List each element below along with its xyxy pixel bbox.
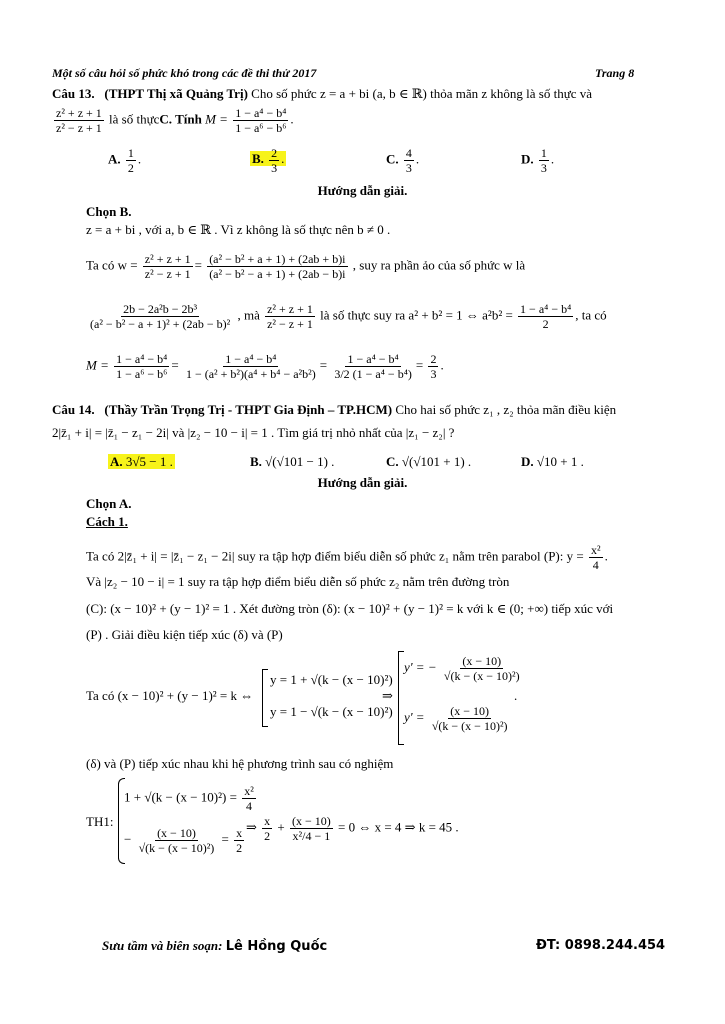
q14-derivative-1: y' = − $\frac{(x - 10)}{\text{√(k − (x − 10)²)}}$ <box>404 654 520 683</box>
q14-intro: Cho hai số phức z₁ , z₂ thỏa mãn điều kiện <box>395 402 617 417</box>
q13-m-lhs: M = <box>205 111 228 127</box>
q13-option-d: D. $\frac{1}{3}$ . <box>521 146 555 175</box>
q13-option-b: B. $\frac{2}{3}$ . <box>252 146 285 175</box>
q13-fraction: $\frac{\text{z² + z + 1}}{\text{z² − z + 1}}$ <box>56 106 102 135</box>
q14-line5-row1: y = 1 + √(k − (x − 10)²) <box>270 672 393 687</box>
q14-line6: (δ) và (P) tiếp xúc nhau khi hệ phương trình sau có nghiệm <box>86 756 394 771</box>
header-title: Một số câu hỏi số phức khó trong các đề thi thử 2017 <box>52 66 317 80</box>
q14-line2: Và |z₂ − 10 − i| = 1 suy ra tập hợp điểm biểu diễn số phức z₂ nằm trên đường tròn <box>86 574 510 589</box>
q13-label: Câu 13. <box>52 86 95 101</box>
q14-line1: Ta có 2|z̄₁ + i| = |z̄₁ − z₁ − 2i| suy ra tập hợp điểm biểu diễn số phức z₁ nằm trên parabol (P): y = $\frac{\text{x²}}{4}$ . <box>86 543 608 572</box>
implies-arrow: ⇒ <box>382 688 393 703</box>
page-number: Trang 8 <box>595 66 635 80</box>
q14-source: (Thầy Trần Trọng Trị - THPT Gia Định – TP.HCM) <box>104 402 393 417</box>
q13-step3: $\frac{\text{2b − 2a²b − 2b³}}{\text{(a² − b² − a + 1)² + (2ab − b)²}}$ , mà $\frac{\text{z² + z + 1}}{\text{z² − z + 1}}$ là số thực suy ra a² + b² = 1 ⇔ a²b² = $\frac{\text{1 − a⁴ − b⁴}}{2}$ , ta có <box>90 302 607 331</box>
q13-result: $\frac{2}{3}$ <box>430 352 437 381</box>
q14-derivative-2: y' = $\frac{(x - 10)}{\text{√(k − (x − 10)²)}}$ <box>404 704 508 733</box>
q14-condition: 2|z̄₁ + i| = |z̄₁ − z₁ − 2i| và |z₂ − 10 − i| = 1 . Tìm giá trị nhỏ nhất của |z₁ − z₂| ? <box>52 425 455 440</box>
q14-label: Câu 14. <box>52 402 95 417</box>
q14-line3: (C): (x − 10)² + (y − 1)² = 1 . Xét đường tròn (δ): (x − 10)² + (y − 1)² = k với k ∈ (0; +∞) tiếp xúc với <box>86 601 614 616</box>
q14-option-d: D. √10 + 1 . <box>521 454 584 469</box>
period: . <box>514 688 518 703</box>
th1-row1: 1 + √(k − (x − 10)²) = $\frac{\text{x²}}{4}$ <box>124 784 254 813</box>
q14-option-b: B. √(√101 − 1) . <box>250 454 335 469</box>
footer-phone: ĐT: 0898.244.454 <box>536 938 666 953</box>
q14-statement <box>52 402 616 418</box>
q13-step1: z = a + bi , với a, b ∈ ℝ . Vì z không là số thực nên b ≠ 0 . <box>86 222 391 237</box>
q14-line5-row2: y = 1 − √(k − (x − 10)²) <box>270 704 393 719</box>
q13-option-a: A. $\frac{1}{2}$ . <box>108 146 142 175</box>
q13-mid-text: là số thực <box>109 111 160 127</box>
q13-option-c: C. $\frac{4}{3}$ . <box>386 146 420 175</box>
q13-imag-part: $\frac{\text{2b − 2a²b − 2b³}}{\text{(a² − b² − a + 1)² + (2ab − b)²}}$ <box>90 302 231 331</box>
author-name: Lê Hồng Quốc <box>225 939 328 954</box>
q14-option-a: A. 3√5 − 1 . <box>110 454 173 469</box>
q13-intro: Cho số phức z = a + bi (a, b ∈ ℝ) thỏa mãn z không là số thực và <box>251 86 593 101</box>
q13-step2-frac1: $\frac{\text{z² + z + 1}}{\text{z² − z + 1}}$ <box>144 252 191 281</box>
q14-line5-lhs: Ta có (x − 10)² + (y − 1)² = k ⇔ <box>86 688 254 703</box>
q13-guide-heading: Hướng dẫn giải. <box>317 183 408 198</box>
q14-option-c: C. √(√101 + 1) . <box>386 454 472 469</box>
q13-tinh: C. Tính <box>159 111 202 127</box>
q13-step2: Ta có w = $\frac{\text{z² + z + 1}}{\text{z² − z + 1}}$ = $\frac{\text{(a² − b² + a + 1) + (2ab + b)i}}{\text{(a² − b² − a + 1) + (2ab − b)i}}$ , suy ra phần ảo của số phức w là <box>86 252 526 281</box>
q14-answer: Chọn A. <box>86 496 132 511</box>
q14-line4: (P) . Giải điều kiện tiếp xúc (δ) và (P) <box>86 627 283 642</box>
q13-statement <box>52 86 592 102</box>
footer-credit: Sưu tầm và biên soạn: Lê Hồng Quốc <box>102 938 328 954</box>
th1-result: ⇒ $\frac{x}{2}$ + $\frac{(x - 10)}{\text{x²/4 − 1}}$ = 0 ⇔ x = 4 ⇒ k = 45 . <box>246 814 459 843</box>
q13-source: (THPT Thị xã Quảng Trị) <box>104 86 248 101</box>
system-bracket-1 <box>262 669 268 727</box>
th1-label: TH1: <box>86 814 114 829</box>
q14-guide-heading: Hướng dẫn giải. <box>317 475 408 490</box>
q14-method: Cách 1. <box>86 514 128 529</box>
th1-row2: − $\frac{(x - 10)}{\text{√(k − (x − 10)²)}}$ = $\frac{x}{2}$ <box>124 826 243 855</box>
q13-answer: Chọn B. <box>86 204 132 219</box>
q13-step2-frac2: $\frac{\text{(a² − b² + a + 1) + (2ab + b)i}}{\text{(a² − b² − a + 1) + (2ab − b)i}}$ <box>209 252 346 281</box>
q13-statement-line2: $\frac{\text{z² + z + 1}}{\text{z² − z + 1}}$ là số thựcC. Tính M = $\frac{\text{1 − a⁴ − b⁴}}{\text{1 − a⁶ − b⁶}}$ . <box>56 106 294 135</box>
q13-step4: M = $\frac{\text{1 − a⁴ − b⁴}}{\text{1 − a⁶ − b⁶}}$ = $\frac{\text{1 − a⁴ − b⁴}}{\text{1 − (a² + b²)(a⁴ + b⁴ − a²b²)}}$ = $\frac{\text{1 − a⁴ − b⁴}}{\text{3/2 (1 − a⁴ − b⁴)}}$ = $\frac{2}{3}$ . <box>86 352 444 381</box>
q13-m-fraction: $\frac{\text{1 − a⁴ − b⁴}}{\text{1 − a⁶ − b⁶}}$ <box>235 106 287 135</box>
